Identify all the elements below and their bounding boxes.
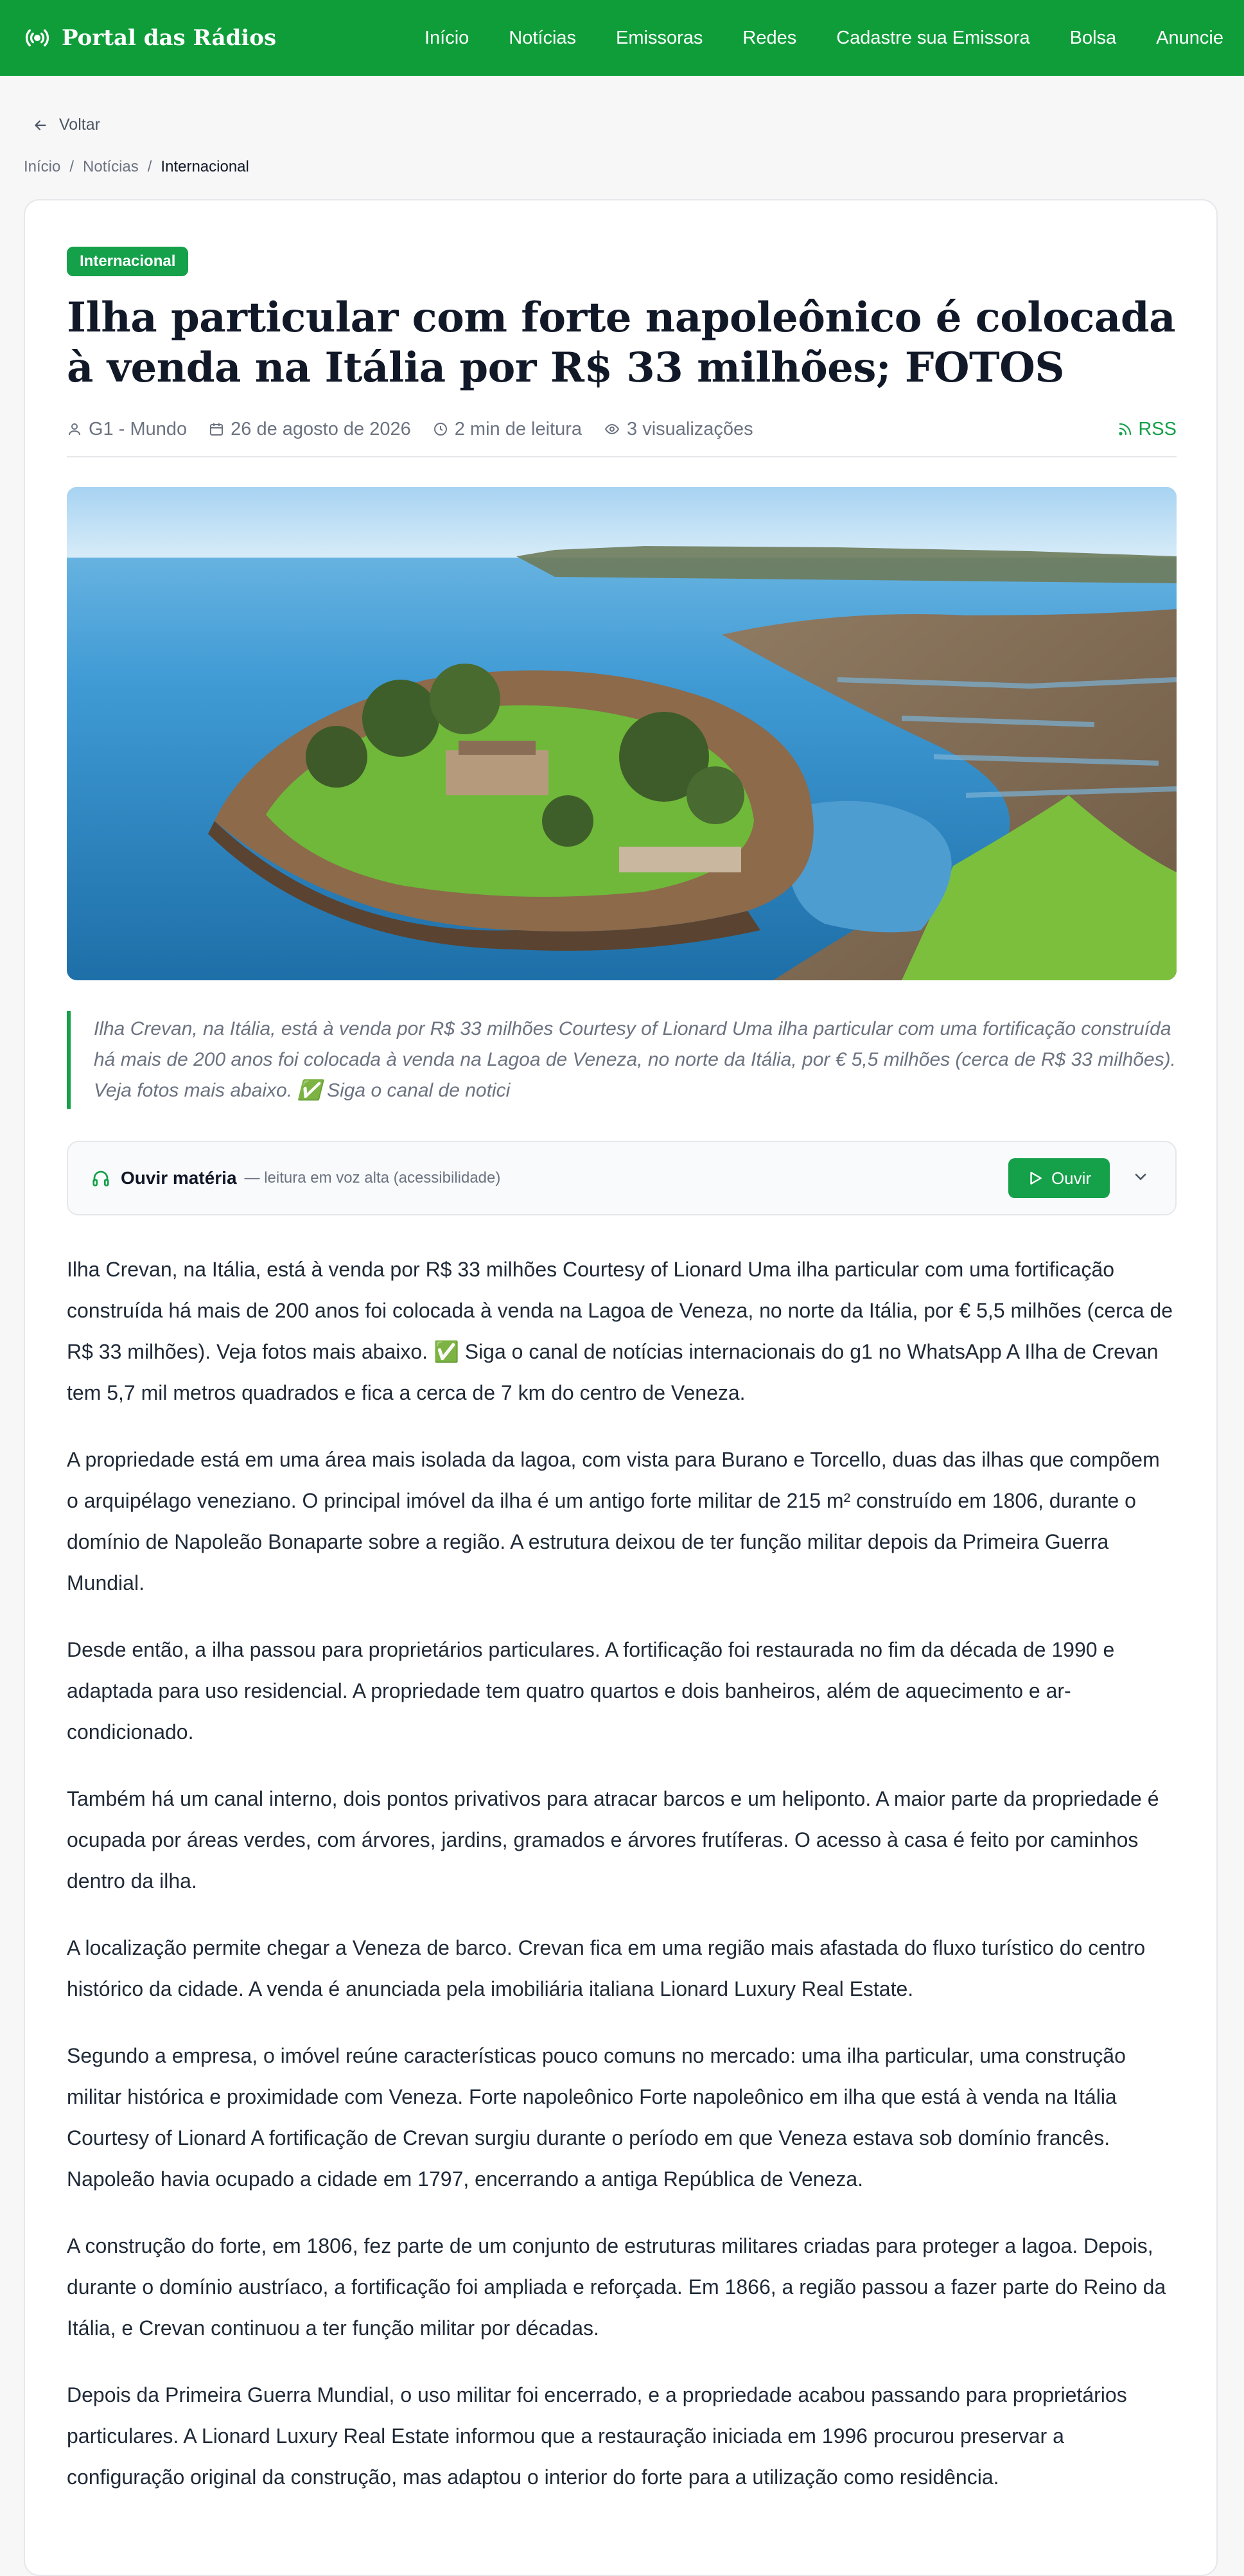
- brand-name: Portal das Rádios: [62, 25, 277, 51]
- rss-label: RSS: [1138, 418, 1177, 439]
- article-lead: Ilha Crevan, na Itália, está à venda por R$ 33 milhões Courtesy of Lionard Uma ilha particular com uma fortificação construída há mais de 200 anos foi colocada à venda na Lagoa de Veneza, no norte da Itália, por € 5,5 milhões (cerca de R$ 33 milhões). Veja fotos mais abaixo. ✅ Siga o canal de notici: [67, 1011, 1177, 1109]
- back-label: Voltar: [59, 116, 100, 134]
- rss-link[interactable]: [1117, 419, 1177, 440]
- meta-views-text: 3 visualizações: [627, 418, 753, 439]
- nav-anuncie[interactable]: Anuncie: [1156, 27, 1223, 48]
- breadcrumb-separator: /: [69, 158, 74, 175]
- article-paragraph: Segundo a empresa, o imóvel reúne características pouco comuns no mercado: uma ilha particular, uma construção militar histórica e proximidade com Veneza. Forte napoleônico Forte napoleônico em ilha que está à venda na Itália Courtesy of Lionard A fortificação de Crevan surgiu durante o período em que Veneza estava sob domínio francês. Napoleão havia ocupado a cidade em 1797, encerrando a antiga República de Veneza.: [67, 2044, 1126, 2191]
- breadcrumb-inicio[interactable]: Início: [24, 158, 61, 175]
- article-paragraph: A construção do forte, em 1806, fez parte de um conjunto de estruturas militares criadas para proteger a lagoa. Depois, durante o domínio austríaco, a fortificação foi ampliada e reforçada. Em 1866, a região passou a fazer parte do Reino da Itália, e Crevan continuou a ter função militar por décadas.: [67, 2234, 1166, 2340]
- nav-redes[interactable]: Redes: [742, 27, 797, 48]
- chevron-down-icon: [1132, 1168, 1150, 1186]
- article-paragraph: Ilha Crevan, na Itália, está à venda por R$ 33 milhões Courtesy of Lionard Uma ilha particular com uma fortificação construída há mais de 200 anos foi colocada à venda na Lagoa de Veneza, no norte da Itália, por € 5,5 milhões (cerca de R$ 33 milhões). Veja fotos mais abaixo. ✅ Siga o canal de notícias internacionais do g1 no WhatsApp A Ilha de Crevan tem 5,7 mil metros quadrados e fica a cerca de 7 km do centro de Veneza.: [67, 1258, 1173, 1404]
- listen-subtitle: — leitura em voz alta (acessibilidade): [244, 1169, 501, 1187]
- article-paragraph: A localização permite chegar a Veneza de barco. Crevan fica em uma região mais afastada do fluxo turístico do centro histórico da cidade. A venda é anunciada pela imobiliária italiana Lionard Luxury Real Estate.: [67, 1936, 1146, 2000]
- meta-date-text: 26 de agosto de 2026: [231, 418, 411, 439]
- nav-cadastre-emissora[interactable]: Cadastre sua Emissora: [836, 27, 1030, 48]
- article-paragraph: Desde então, a ilha passou para proprietários particulares. A fortificação foi restaurada no fim da década de 1990 e adaptada para uso residencial. A propriedade tem quatro quartos e dois banheiros, além de aquecimento e ar-condicionado.: [67, 1638, 1115, 1743]
- divider: [67, 456, 1177, 457]
- nav-noticias[interactable]: Notícias: [509, 27, 577, 48]
- play-button-label: Ouvir: [1051, 1168, 1092, 1188]
- play-button[interactable]: [1008, 1158, 1110, 1198]
- eye-icon: [604, 421, 620, 437]
- calendar-icon: [209, 421, 224, 437]
- breadcrumb-separator: /: [147, 158, 152, 175]
- headphones-icon: [91, 1169, 110, 1188]
- article-card: [24, 199, 1218, 2576]
- breadcrumb: [24, 158, 249, 176]
- brand-logo-link[interactable]: [24, 25, 276, 51]
- meta-read-time-text: 2 min de leitura: [454, 418, 583, 439]
- main-nav: [385, 28, 1223, 49]
- nav-inicio[interactable]: Início: [424, 27, 469, 48]
- article-paragraph: Depois da Primeira Guerra Mundial, o uso militar foi encerrado, e a propriedade acabou passando para proprietários particulares. A Lionard Luxury Real Estate informou que a restauração iniciada em 1996 procurou preservar a configuração original da construção, mas adaptou o interior do forte para a utilização como residência.: [67, 2383, 1127, 2489]
- breadcrumb-current: Internacional: [161, 158, 249, 175]
- back-link[interactable]: [32, 116, 100, 134]
- article-paragraph: Também há um canal interno, dois pontos privativos para atracar barcos e um heliponto. A maior parte da propriedade é ocupada por áreas verdes, com árvores, jardins, gramados e árvores frutíferas. O acesso à casa é feito por caminhos dentro da ilha.: [67, 1787, 1159, 1892]
- meta-source: [67, 419, 187, 440]
- nav-bolsa[interactable]: Bolsa: [1069, 27, 1117, 48]
- radio-broadcast-icon: [24, 25, 50, 51]
- article-paragraph: A propriedade está em uma área mais isolada da lagoa, com vista para Burano e Torcello, duas das ilhas que compõem o arquipélago veneziano. O principal imóvel da ilha é um antigo forte militar de 215 m² construído em 1806, durante o domínio de Napoleão Bonaparte sobre a região. A estrutura deixou de ter função militar depois da Primeira Guerra Mundial.: [67, 1448, 1160, 1594]
- top-navigation-bar: [0, 0, 1244, 76]
- expand-listen-button[interactable]: [1132, 1168, 1150, 1189]
- meta-views: [604, 419, 753, 440]
- arrow-left-icon: [32, 117, 49, 134]
- play-icon: [1027, 1170, 1044, 1187]
- meta-date: [209, 419, 411, 440]
- listen-title: Ouvir matéria: [121, 1168, 237, 1188]
- rss-icon: [1117, 421, 1133, 437]
- meta-read-time: [433, 419, 582, 440]
- nav-emissoras[interactable]: Emissoras: [616, 27, 703, 48]
- clock-icon: [433, 421, 448, 437]
- meta-source-text: G1 - Mundo: [89, 418, 188, 439]
- category-badge[interactable]: Internacional: [67, 247, 188, 276]
- listen-panel: [67, 1141, 1177, 1215]
- article-hero-image: [67, 487, 1177, 980]
- breadcrumb-noticias[interactable]: Notícias: [83, 158, 139, 175]
- article-meta: [67, 416, 1177, 442]
- article-title: Ilha particular com forte napoleônico é colocada à venda na Itália por R$ 33 milhões; FOTOS: [67, 294, 1176, 392]
- article-body: [67, 1249, 1177, 2498]
- user-icon: [67, 421, 82, 437]
